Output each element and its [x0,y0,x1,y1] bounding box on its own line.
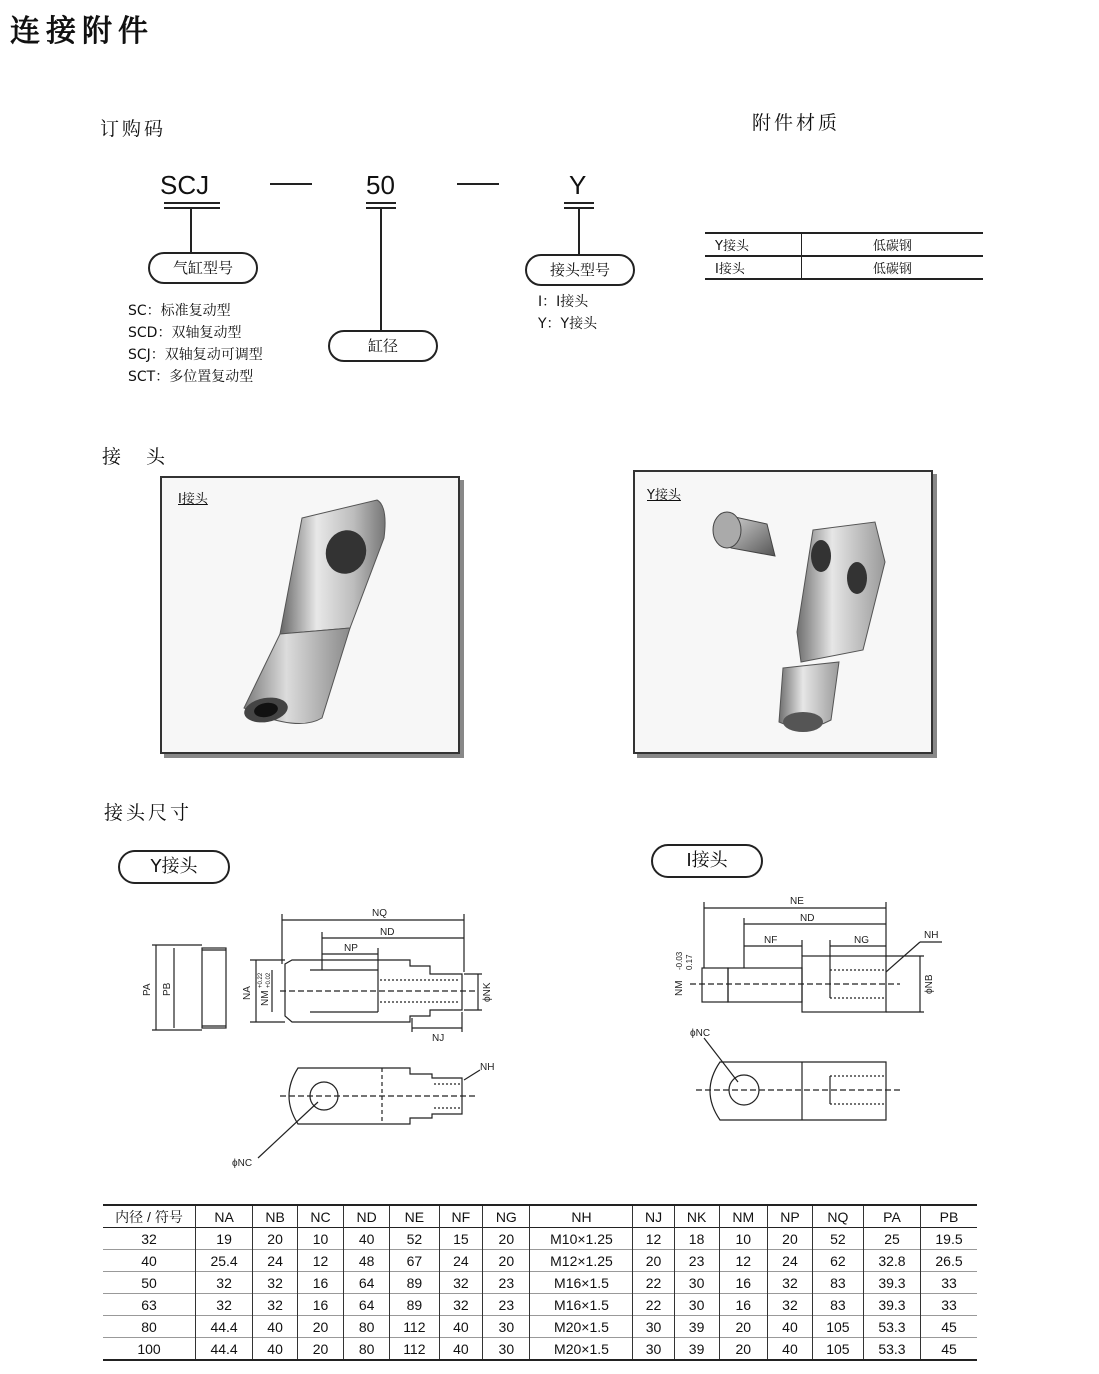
i-joint-render [162,478,458,752]
table-header: NQ [812,1205,863,1228]
dim-label-nh: NH [480,1062,495,1073]
table-cell: 50 [103,1272,196,1294]
table-row [103,1338,977,1361]
table-header: 内径 / 符号 [103,1205,196,1228]
dim-tolerance: -0.03 [675,951,684,970]
table-header: PB [939,1208,959,1225]
table-cell: M20×1.5 [530,1316,633,1338]
table-cell: 67 [390,1250,439,1272]
material-part-name: Y接头 [705,233,801,256]
table-cell: 45 [941,1318,957,1335]
y-joint-render [635,472,931,752]
i-joint-image-frame [160,476,460,754]
y-joint-badge: Y接头 [118,850,230,884]
table-header: NJ [633,1205,674,1228]
table-cell: 40 [439,1338,483,1361]
code-part-model: SCJ [160,170,210,200]
table-cell: 40 [768,1338,813,1361]
connector-line [578,209,580,255]
table-cell: 112 [390,1316,439,1338]
table-cell: 12 [633,1228,674,1250]
table-header: NC [298,1205,344,1228]
table-cell: 32 [103,1228,196,1250]
table-cell: 30 [483,1316,530,1338]
code-separator-1 [270,183,312,185]
y-joint-image-label: Y接头 [647,488,681,503]
i-joint-badge: I接头 [651,844,763,878]
dim-label-nm: NM [674,980,685,996]
table-cell: 83 [812,1294,863,1316]
joint-type-item: Y：Y接头 [538,316,598,332]
table-cell: 48 [344,1250,390,1272]
table-cell: 10 [719,1228,768,1250]
table-cell: 52 [812,1228,863,1250]
material-table [705,232,983,280]
cylinder-model-label: 气缸型号 [148,252,258,284]
model-item: SCD：双轴复动型 [128,325,242,341]
code-bar [564,202,594,204]
connector-line [380,209,382,331]
table-cell: 26.5 [935,1252,963,1269]
table-cell: 44.4 [196,1316,253,1338]
table-cell: 62 [812,1250,863,1272]
table-cell: 32 [196,1272,253,1294]
table-row [103,1228,977,1250]
dim-label-nf: NF [764,935,778,946]
y-joint-image-frame [633,470,933,754]
table-cell: 80 [344,1316,390,1338]
table-cell: 30 [633,1338,674,1361]
table-cell: 33 [941,1274,957,1291]
table-cell: M20×1.5 [530,1338,633,1361]
table-cell: 20 [298,1316,344,1338]
table-cell: 53.3 [863,1316,920,1338]
table-cell: 20 [633,1250,674,1272]
dim-label-nm: NM [260,990,271,1006]
table-cell: 39.3 [863,1294,920,1316]
table-cell: 64 [344,1294,390,1316]
table-cell: 32.8 [863,1250,920,1272]
table-cell: 52 [390,1228,439,1250]
table-cell: 32 [253,1294,298,1316]
table-cell: 105 [812,1338,863,1361]
table-body [103,1228,977,1361]
table-cell: 40 [439,1316,483,1338]
table-cell: 25.4 [196,1250,253,1272]
table-cell: 32 [196,1294,253,1316]
i-joint-image-label: I接头 [178,492,208,507]
model-item: SCT：多位置复动型 [128,369,254,385]
model-item: SC：标准复动型 [128,303,231,319]
table-row [103,1272,977,1294]
dim-label-nk: ϕNK [482,982,493,1002]
order-code-heading: 订购码 [100,118,167,140]
code-bar [164,202,220,204]
table-cell: 24 [768,1250,813,1272]
table-cell: 23 [483,1294,530,1316]
dim-tolerance: +0.22 [258,972,264,988]
table-cell: 53.3 [863,1338,920,1361]
table-cell: 63 [103,1294,196,1316]
dim-label-pa: PA [142,983,153,996]
material-value: 低碳钢 [801,233,983,256]
dim-label-nb: ϕNB [924,974,935,994]
material-part-name: I接头 [705,256,801,279]
table-cell: 30 [483,1338,530,1361]
code-bar [366,202,396,204]
table-cell: 15 [439,1228,483,1250]
table-row [103,1316,977,1338]
joint-type-item: I：I接头 [538,294,589,310]
table-cell: 12 [719,1250,768,1272]
table-header: NE [390,1205,439,1228]
dim-label-nj: NJ [432,1033,445,1044]
table-cell: 89 [390,1294,439,1316]
dim-label-ng: NG [854,935,869,946]
page-title: 连接附件 [10,14,154,49]
table-cell: 40 [253,1338,298,1361]
table-header: ND [344,1205,390,1228]
material-heading: 附件材质 [752,112,841,134]
material-row [705,233,983,256]
i-joint-drawing [660,886,960,1136]
table-cell: 40 [768,1316,813,1338]
dim-label-nh: NH [924,930,939,941]
table-row [103,1294,977,1316]
table-header: NP [768,1205,813,1228]
table-cell: 20 [719,1316,768,1338]
table-cell: 10 [298,1228,344,1250]
table-row [103,1250,977,1272]
table-cell: 80 [344,1338,390,1361]
table-header: NB [253,1205,298,1228]
joint-type-label: 接头型号 [525,254,635,286]
table-cell: 18 [674,1228,719,1250]
table-cell: M10×1.25 [530,1228,633,1250]
table-header: NK [674,1205,719,1228]
table-cell: 40 [344,1228,390,1250]
table-cell: 19 [196,1228,253,1250]
table-cell: 24 [439,1250,483,1272]
table-cell: 23 [674,1250,719,1272]
dim-label-nd: ND [380,927,395,938]
table-cell: 80 [103,1316,196,1338]
table-cell: 24 [253,1250,298,1272]
table-cell: 89 [390,1272,439,1294]
dim-label-ne: NE [790,896,804,907]
bore-label: 缸径 [328,330,438,362]
table-header: PA [863,1205,920,1228]
table-header: NH [530,1205,633,1228]
code-separator-2 [457,183,499,185]
table-cell: 20 [719,1338,768,1361]
table-cell: 30 [633,1316,674,1338]
dimensions-heading: 接头尺寸 [104,802,193,824]
table-cell: 20 [483,1250,530,1272]
table-cell: 32 [253,1272,298,1294]
table-cell: 22 [633,1272,674,1294]
joint-heading: 接 头 [102,446,169,468]
joint-type-list [538,291,597,335]
table-cell: 20 [768,1228,813,1250]
table-cell: 30 [674,1294,719,1316]
table-cell: 64 [344,1272,390,1294]
table-cell: 83 [812,1272,863,1294]
table-header-row [103,1205,977,1228]
table-cell: 20 [298,1338,344,1361]
dimension-table [103,1204,977,1361]
table-cell: 33 [941,1296,957,1313]
model-item: SCJ：双轴复动可调型 [128,347,263,363]
table-cell: 112 [390,1338,439,1361]
material-value: 低碳钢 [801,256,983,279]
table-cell: 12 [298,1250,344,1272]
table-cell: 20 [253,1228,298,1250]
table-cell: 32 [439,1294,483,1316]
table-cell: 32 [768,1294,813,1316]
dim-label-nc: ϕNC [232,1158,253,1169]
code-part-joint: Y [569,170,587,200]
material-row [705,256,983,279]
table-cell: M16×1.5 [530,1294,633,1316]
table-cell: 39.3 [863,1272,920,1294]
table-cell: 32 [768,1272,813,1294]
table-cell: 30 [674,1272,719,1294]
table-cell: 22 [633,1294,674,1316]
model-list [128,300,263,388]
dim-label-na: NA [242,986,253,1000]
code-part-bore: 50 [366,170,395,200]
table-cell: 16 [298,1294,344,1316]
table-cell: 16 [719,1294,768,1316]
table-header: NF [439,1205,483,1228]
table-cell: 40 [103,1250,196,1272]
table-cell: 39 [674,1338,719,1361]
dim-label-pb: PB [162,982,173,996]
dim-label-nc: ϕNC [690,1028,711,1039]
table-cell: 16 [298,1272,344,1294]
table-cell: 25 [863,1228,920,1250]
table-cell: 23 [483,1272,530,1294]
table-header: NM [719,1205,768,1228]
table-cell: 100 [103,1338,196,1361]
dim-tolerance: 0.17 [685,954,694,970]
table-cell: 20 [483,1228,530,1250]
table-cell: 16 [719,1272,768,1294]
code-bar [164,207,220,209]
table-cell: 39 [674,1316,719,1338]
dim-label-np: NP [344,943,358,954]
table-cell: M12×1.25 [530,1250,633,1272]
connector-line [190,209,192,253]
dim-label-nq: NQ [372,908,387,919]
table-cell: 32 [439,1272,483,1294]
table-cell: 44.4 [196,1338,253,1361]
table-cell: M16×1.5 [530,1272,633,1294]
table-cell: 19.5 [935,1230,963,1247]
table-cell: 45 [941,1340,957,1357]
y-joint-drawing [130,900,510,1180]
table-cell: 105 [812,1316,863,1338]
table-header: NG [483,1205,530,1228]
table-cell: 40 [253,1316,298,1338]
table-header: NA [196,1205,253,1228]
dim-tolerance: +0.02 [266,972,272,988]
dim-label-nd: ND [800,913,815,924]
